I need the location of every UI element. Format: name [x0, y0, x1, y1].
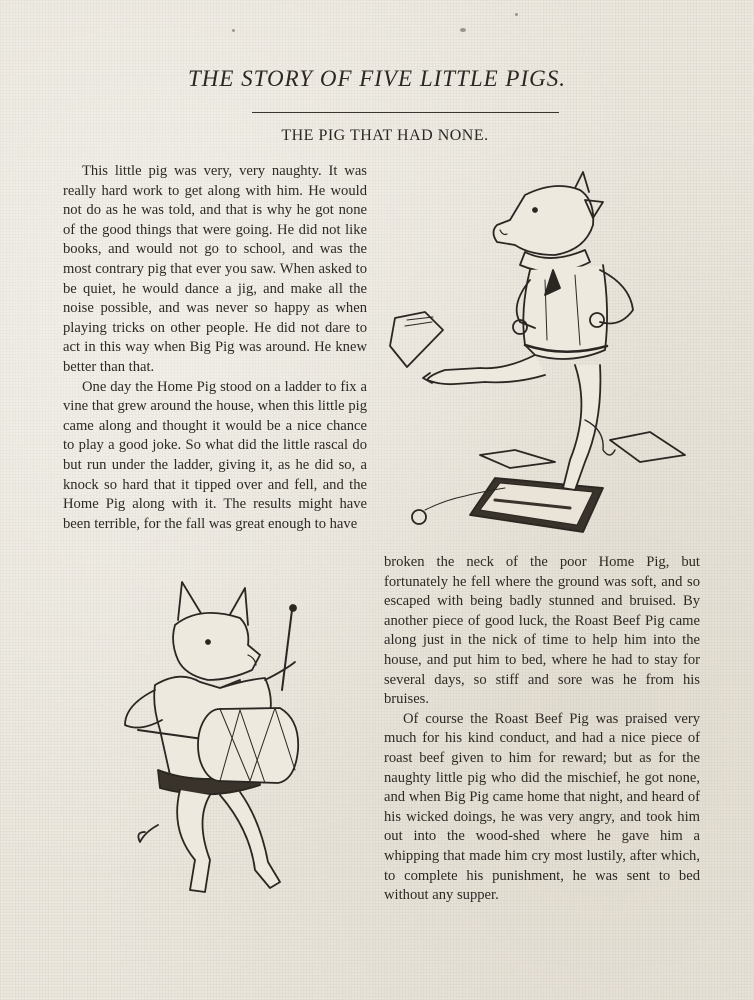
chapter-heading: THE PIG THAT HAD NONE.: [281, 127, 489, 144]
title-rule: [252, 112, 559, 113]
paper-speck: [515, 13, 518, 16]
pig-dancing-illustration: [385, 170, 705, 540]
paragraph: One day the Home Pig stood on a ladder to fix a vine that grew around the house, when this little pig came along and thought it would be a nice chance to play a good joke. So what did the little rascal do but run under the ladder, giving it, as he did so, a knock so hard that it tipped over and fell, and the Home Pig along with it. The results might have been terrible, for the fall was great enough to have: [63, 378, 367, 532]
paragraph: broken the neck of the poor Home Pig, but fortunately he fell where the ground was soft, and so escaped with being badly stunned and bruised. By another piece of good luck, the Roast Beef Pig came along just in the nick of time to help him into the house, and put him to bed, where he had to stay for several days, so stiff and sore was he from his bruises.: [384, 554, 700, 708]
paper-speck: [460, 28, 466, 32]
paper-speck: [232, 29, 235, 32]
paragraph: Of course the Roast Beef Pig was praised very much for his kind conduct, and had a nice piece of roast beef given to him for reward; but as for the naughty little pig who did the mischief, he got none, and when Big Pig came home that night, and heard of his wicked doings, he was very angry, and took him out into the wood-shed where he gave him a whipping that made him cry most lustily, after which, to complete his punishment, he was sent to bed without any supper.: [384, 710, 700, 904]
pig-drummer-illustration: [100, 570, 320, 920]
left-text-column: [63, 162, 367, 534]
paragraph: This little pig was very, very naughty. It was really hard work to get along with him. He would not do as he was told, and that is why he got none of the good things that were going. He did not like books, and would not go to school, and was the most contrary pig that ever you saw. When asked to be quiet, he would dance a jig, and make all the noise possible, and was never so happy as when playing tricks on other people. He did not dare to act in this way when Big Pig was around. He knew better than that.: [63, 163, 367, 375]
page-title: THE STORY OF FIVE LITTLE PIGS.: [187, 66, 567, 91]
right-text-column: [384, 553, 700, 906]
